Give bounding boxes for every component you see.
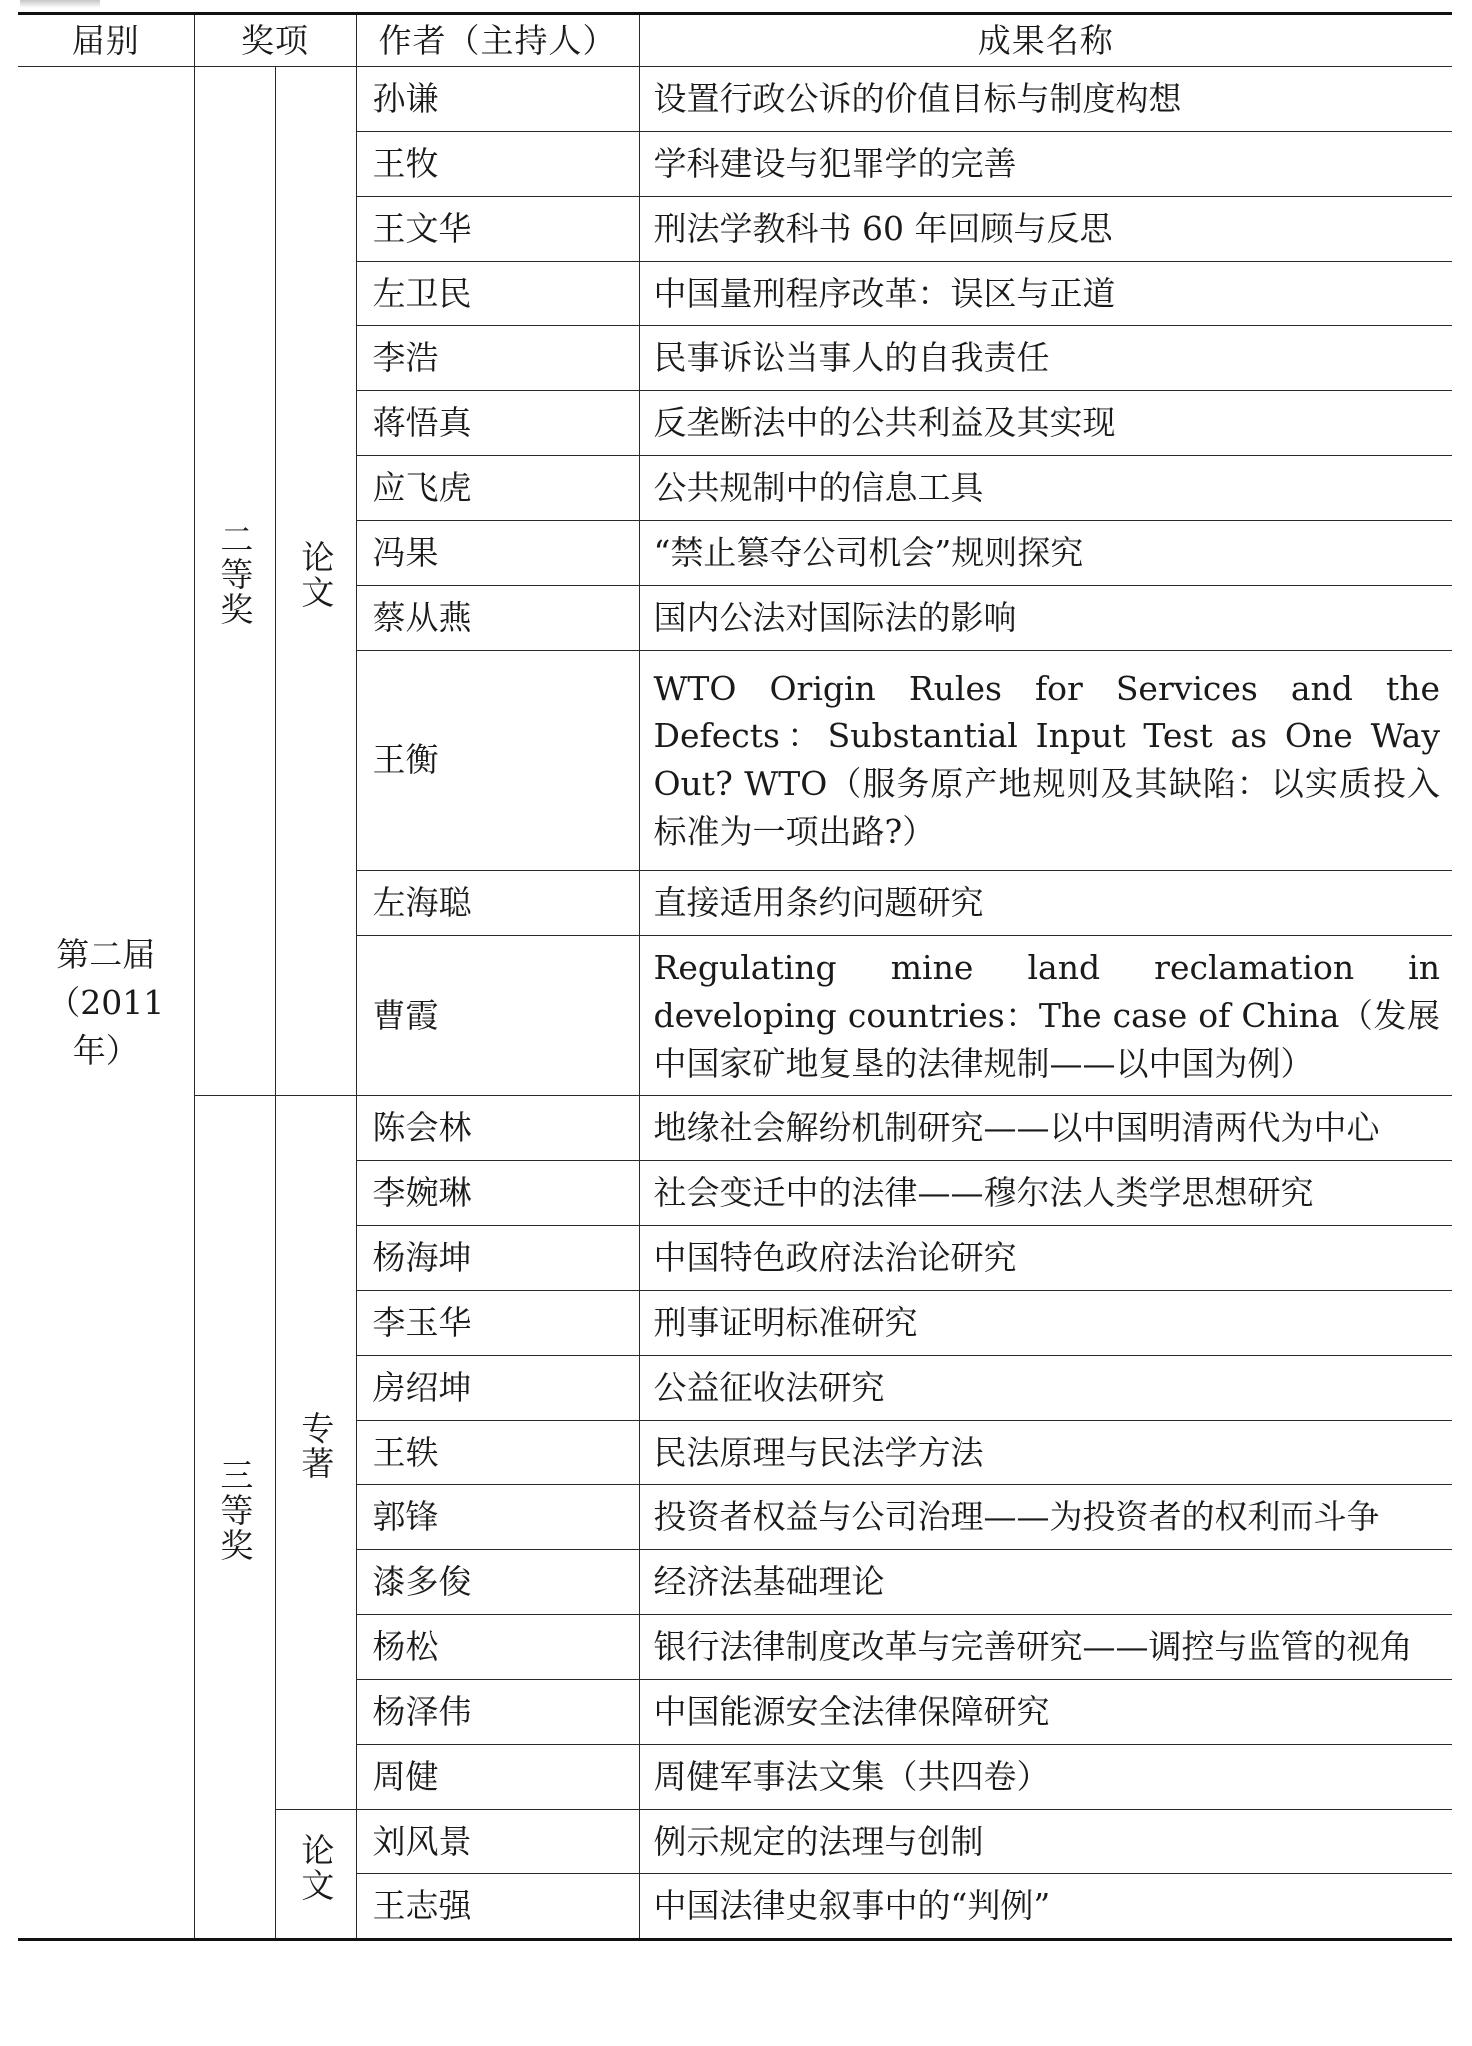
title-cell: 民法原理与民法学方法 [639, 1420, 1452, 1485]
title-cell: 公共规制中的信息工具 [639, 456, 1452, 521]
author-cell: 应飞虎 [356, 456, 639, 521]
title-cell: 中国能源安全法律保障研究 [639, 1679, 1452, 1744]
author-cell: 王文华 [356, 196, 639, 261]
author-cell: 李玉华 [356, 1290, 639, 1355]
author-cell: 王牧 [356, 131, 639, 196]
second-prize-cell [194, 67, 275, 1096]
title-cell: 国内公法对国际法的影响 [639, 585, 1452, 650]
paper-label: 论文 [296, 1832, 336, 1903]
author-cell: 李婉琳 [356, 1161, 639, 1226]
paper-label: 论文 [296, 539, 336, 610]
second-prize-paper-cell [275, 67, 356, 1096]
title-cell: 中国法律史叙事中的“判例” [639, 1874, 1452, 1940]
author-cell: 左卫民 [356, 261, 639, 326]
title-cell: 刑法学教科书 60 年回顾与反思 [639, 196, 1452, 261]
author-cell: 房绍坤 [356, 1355, 639, 1420]
author-cell: 周健 [356, 1744, 639, 1809]
title-cell: 社会变迁中的法律——穆尔法人类学思想研究 [639, 1161, 1452, 1226]
header-author: 作者（主持人） [356, 14, 639, 67]
title-cell: Regulating mine land reclamation in developing countries：The case of China（发展中国家矿地复垦的法律规制——以中国为例） [639, 935, 1452, 1096]
author-cell: 冯果 [356, 520, 639, 585]
header-title: 成果名称 [639, 14, 1452, 67]
session-year: （2011 年） [47, 982, 165, 1070]
title-cell: 例示规定的法理与创制 [639, 1809, 1452, 1874]
author-cell: 杨松 [356, 1615, 639, 1680]
title-cell: 反垄断法中的公共利益及其实现 [639, 391, 1452, 456]
title-cell: 经济法基础理论 [639, 1550, 1452, 1615]
third-prize-paper-cell [275, 1809, 356, 1940]
third-prize-cell [194, 1096, 275, 1940]
second-prize-label: 二等奖 [215, 522, 255, 628]
title-cell: 中国量刑程序改革：误区与正道 [639, 261, 1452, 326]
title-cell: 银行法律制度改革与完善研究——调控与监管的视角 [639, 1615, 1452, 1680]
header-session: 届别 [18, 14, 194, 67]
author-cell: 杨海坤 [356, 1226, 639, 1291]
title-cell: 学科建设与犯罪学的完善 [639, 131, 1452, 196]
title-cell: 中国特色政府法治论研究 [639, 1226, 1452, 1291]
header-award: 奖项 [194, 14, 356, 67]
title-cell: WTO Origin Rules for Services and the Defects：Substantial Input Test as One Way Out? WTO（服务原产地规则及其缺陷：以实质投入标准为一项出路?） [639, 650, 1452, 870]
author-cell: 陈会林 [356, 1096, 639, 1161]
title-cell: “禁止篡夺公司机会”规则探究 [639, 520, 1452, 585]
session-name: 第二届 [56, 934, 156, 974]
title-cell: 设置行政公诉的价值目标与制度构想 [639, 67, 1452, 132]
author-cell: 漆多俊 [356, 1550, 639, 1615]
monograph-label: 专著 [296, 1411, 336, 1482]
title-cell: 周健军事法文集（共四卷） [639, 1744, 1452, 1809]
award-table [18, 12, 1452, 1941]
title-cell: 地缘社会解纷机制研究——以中国明清两代为中心 [639, 1096, 1452, 1161]
author-cell: 王衡 [356, 650, 639, 870]
author-cell: 李浩 [356, 326, 639, 391]
author-cell: 蔡从燕 [356, 585, 639, 650]
title-cell: 刑事证明标准研究 [639, 1290, 1452, 1355]
author-cell: 王志强 [356, 1874, 639, 1940]
author-cell: 刘风景 [356, 1809, 639, 1874]
author-cell: 曹霞 [356, 935, 639, 1096]
title-cell: 直接适用条约问题研究 [639, 870, 1452, 935]
title-cell: 公益征收法研究 [639, 1355, 1452, 1420]
cropped-previous-line [20, 0, 100, 8]
third-prize-monograph-cell [275, 1096, 356, 1809]
author-cell: 杨泽伟 [356, 1679, 639, 1744]
author-cell: 左海聪 [356, 870, 639, 935]
author-cell: 王轶 [356, 1420, 639, 1485]
title-cell: 投资者权益与公司治理——为投资者的权利而斗争 [639, 1485, 1452, 1550]
session-cell [18, 67, 194, 1940]
header-row [18, 14, 1452, 67]
author-cell: 孙谦 [356, 67, 639, 132]
author-cell: 郭锋 [356, 1485, 639, 1550]
author-cell: 蒋悟真 [356, 391, 639, 456]
third-prize-label: 三等奖 [215, 1458, 255, 1564]
title-cell: 民事诉讼当事人的自我责任 [639, 326, 1452, 391]
table-row [18, 67, 1452, 132]
table-row [18, 1096, 1452, 1161]
